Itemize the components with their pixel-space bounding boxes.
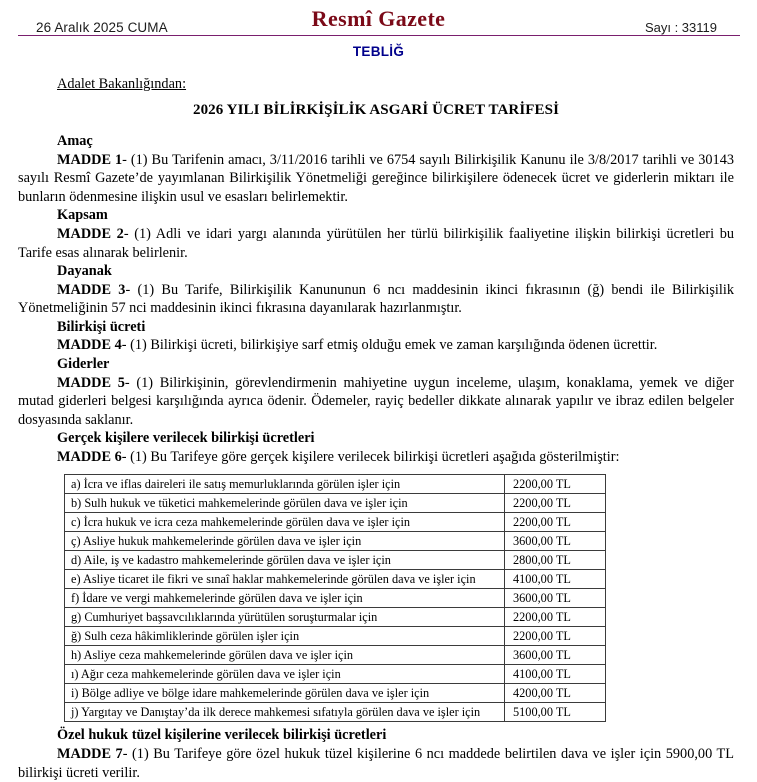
table-row xyxy=(65,551,606,570)
madde-label-4: MADDE 4 xyxy=(57,337,122,354)
section-paragraph-gercek-kisiler xyxy=(18,448,734,467)
fee-table xyxy=(64,474,606,722)
section-paragraph-giderler xyxy=(18,374,734,430)
section-paragraph-kapsam xyxy=(18,225,734,262)
section-heading-bilirkisi-ucreti: Bilirkişi ücreti xyxy=(57,318,146,335)
madde-label-5: MADDE 5 xyxy=(57,374,125,391)
fee-amount-cell: 4200,00 TL xyxy=(505,684,606,703)
fee-description-cell: ı) Ağır ceza mahkemelerinde görülen dava ve işler için xyxy=(65,665,505,684)
section-label-teblig: TEBLİĞ xyxy=(352,44,405,59)
section-heading-amac: Amaç xyxy=(57,133,93,150)
table-row xyxy=(65,513,606,532)
section-heading-gercek-kisiler: Gerçek kişilere verilecek bilirkişi ücretleri xyxy=(57,430,315,447)
section-heading-dayanak: Dayanak xyxy=(57,263,112,280)
fee-table-body xyxy=(65,475,606,722)
fee-amount-cell: 4100,00 TL xyxy=(505,665,606,684)
fee-description-cell: b) Sulh hukuk ve tüketici mahkemelerinde görülen dava ve işler için xyxy=(65,494,505,513)
madde-text-5: - (1) Bilirkişinin, görevlendirmenin mahiyetine uygun inceleme, ulaşım, konaklama, yemek ve diğer mutad giderleri belgesi karşılığında ayrıca ödenir. Ödemeler, rayiç bedeller dikkate alınarak yapılır ve ibraz edilen belgeler dosyasında saklanır. xyxy=(18,374,734,428)
section-paragraph-bilirkisi-ucreti xyxy=(18,336,734,355)
issuing-authority: Adalet Bakanlığından: xyxy=(57,76,187,92)
gazette-issue-number: Sayı : 33119 xyxy=(644,20,717,35)
section-heading-kapsam: Kapsam xyxy=(57,207,108,224)
fee-description-cell: ğ) Sulh ceza hâkimliklerinde görülen işler için xyxy=(65,627,505,646)
fee-amount-cell: 2200,00 TL xyxy=(505,513,606,532)
madde-text-6: - (1) Bu Tarifeye göre gerçek kişilere verilecek bilirkişi ücretleri aşağıda gösterilmiştir: xyxy=(121,448,620,465)
madde-text-3: - (1) Bu Tarife, Bilirkişilik Kanununun 6 ncı maddesinin ikinci fıkrasının (ğ) bendi ile Bilirkişilik Yönetmeliğinin 57 nci maddesinin ikinci fıkrasına dayanılarak hazırlanmıştır. xyxy=(18,281,734,317)
table-row xyxy=(65,494,606,513)
table-row xyxy=(65,684,606,703)
madde-text-1: - (1) Bu Tarifenin amacı, 3/11/2016 tarihli ve 6754 sayılı Bilirkişilik Kanunu ile 3/8/2017 tarihli ve 30143 sayılı Resmî Gazete’de yayımlanan Bilirkişilik Yönetmeliği gereğince bilirkişilere ödenecek ücret ve giderlerin miktarı ile bunların ödenmesine ilişkin usul ve esasları belirlemektir. xyxy=(18,151,734,205)
masthead-row xyxy=(18,0,739,35)
fee-description-cell: d) Aile, iş ve kadastro mahkemelerinde görülen dava ve işler için xyxy=(65,551,505,570)
table-row xyxy=(65,608,606,627)
masthead xyxy=(0,0,757,36)
fee-description-cell: h) Asliye ceza mahkemelerinde görülen dava ve işler için xyxy=(65,646,505,665)
fee-amount-cell: 3600,00 TL xyxy=(505,589,606,608)
table-row xyxy=(65,627,606,646)
table-row xyxy=(65,589,606,608)
madde-label-6: MADDE 6 xyxy=(57,448,122,465)
section-paragraph-dayanak xyxy=(18,281,734,318)
table-row xyxy=(65,570,606,589)
page-title: 2026 YILI BİLİRKİŞİLİK ASGARİ ÜCRET TARİFESİ xyxy=(192,101,560,118)
fee-description-cell: c) İcra hukuk ve icra ceza mahkemelerinde görülen dava ve işler için xyxy=(65,513,505,532)
gazette-date: 26 Aralık 2025 CUMA xyxy=(36,20,168,35)
section-heading-ozel-hukuk: Özel hukuk tüzel kişilerine verilecek bilirkişi ücretleri xyxy=(57,727,387,744)
fee-amount-cell: 2200,00 TL xyxy=(505,608,606,627)
table-row xyxy=(65,532,606,551)
table-row xyxy=(65,665,606,684)
fee-amount-cell: 3600,00 TL xyxy=(505,532,606,551)
fee-amount-cell: 2200,00 TL xyxy=(505,494,606,513)
fee-amount-cell: 5100,00 TL xyxy=(505,703,606,722)
fee-amount-cell: 2200,00 TL xyxy=(505,627,606,646)
madde-text-4: - (1) Bilirkişi ücreti, bilirkişiye sarf etmiş olduğu emek ve zaman karşılığında ödenen ücrettir. xyxy=(121,337,658,354)
table-row xyxy=(65,475,606,494)
fee-description-cell: g) Cumhuriyet başsavcılıklarında yürütülen soruşturmalar için xyxy=(65,608,505,627)
section-heading-giderler: Giderler xyxy=(57,356,110,373)
fee-amount-cell: 4100,00 TL xyxy=(505,570,606,589)
madde-text-2: - (1) Adli ve idari yargı alanında yürütülen her türlü bilirkişilik faaliyetine ilişkin bilirkişi ücretleri bu Tarife esas alınarak belirlenir. xyxy=(18,225,734,261)
fee-description-cell: i) Bölge adliye ve bölge idare mahkemelerinde görülen dava ve işler için xyxy=(65,684,505,703)
table-row xyxy=(65,703,606,722)
table-row xyxy=(65,646,606,665)
madde-label-7: MADDE 7 xyxy=(57,746,123,763)
gazette-title: Resmî Gazete xyxy=(311,6,446,31)
fee-description-cell: f) İdare ve vergi mahkemelerinde görülen dava ve işler için xyxy=(65,589,505,608)
madde-label-1: MADDE 1 xyxy=(57,151,123,168)
fee-description-cell: j) Yargıtay ve Danıştay’da ilk derece mahkemesi sıfatıyla görülen dava ve işler için xyxy=(65,703,505,722)
document-body xyxy=(0,75,757,466)
fee-description-cell: a) İcra ve iflas daireleri ile satış memurluklarında görülen işler için xyxy=(65,475,505,494)
fee-amount-cell: 3600,00 TL xyxy=(505,646,606,665)
fee-description-cell: ç) Asliye hukuk mahkemelerinde görülen dava ve işler için xyxy=(65,532,505,551)
fee-amount-cell: 2800,00 TL xyxy=(505,551,606,570)
fee-table-container xyxy=(0,474,757,722)
madde-text-7: - (1) Bu Tarifeye göre özel hukuk tüzel kişilerine 6 ncı maddede belirtilen dava ve işler için 5900,00 TL bilirkişi ücreti verilir. xyxy=(18,746,734,781)
tail-section xyxy=(0,726,757,782)
fee-amount-cell: 2200,00 TL xyxy=(505,475,606,494)
section-paragraph-amac xyxy=(18,151,734,207)
madde-label-3: MADDE 3 xyxy=(57,281,126,298)
madde-label-2: MADDE 2 xyxy=(57,225,124,242)
fee-description-cell: e) Asliye ticaret ile fikri ve sınaî haklar mahkemelerinde görülen dava ve işler için xyxy=(65,570,505,589)
masthead-divider xyxy=(18,35,740,36)
